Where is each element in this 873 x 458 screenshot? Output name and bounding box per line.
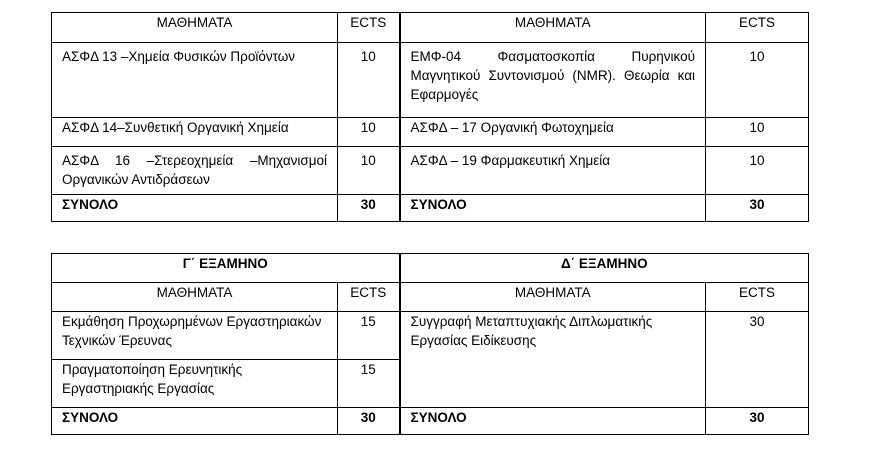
total-value: 30 bbox=[338, 195, 400, 222]
course-cell: ΑΣΦΔ – 19 Φαρμακευτική Χημεία bbox=[400, 147, 706, 195]
ects-header: ECTS bbox=[338, 283, 400, 312]
total-value: 30 bbox=[706, 408, 809, 435]
total-label: ΣΥΝΟΛΟ bbox=[400, 408, 706, 435]
course-cell: ΑΣΦΔ – 17 Οργανική Φωτοχημεία bbox=[400, 118, 706, 147]
course-cell: Πραγματοποίηση Ερευνητικής Εργαστηριακής Εργασίας bbox=[52, 360, 338, 408]
courses-header: ΜΑΘΗΜΑΤΑ bbox=[400, 283, 706, 312]
total-value: 30 bbox=[338, 408, 400, 435]
ects-cell: 10 bbox=[338, 147, 400, 195]
semester-ab-courses-table bbox=[51, 12, 809, 222]
course-cell: ΑΣΦΔ 16 –Στερεοχημεία –Μηχανισμοί Οργανικών Αντιδράσεων bbox=[52, 147, 338, 195]
course-cell: Συγγραφή Μεταπτυχιακής Διπλωματικής Εργασίας Ειδίκευσης bbox=[400, 312, 706, 408]
course-cell: ΑΣΦΔ 14–Συνθετική Οργανική Χημεία bbox=[52, 118, 338, 147]
ects-cell: 10 bbox=[338, 43, 400, 118]
table-row bbox=[52, 43, 809, 118]
semester-header-row bbox=[52, 254, 809, 283]
ects-header: ECTS bbox=[706, 283, 809, 312]
total-label: ΣΥΝΟΛΟ bbox=[52, 195, 338, 222]
semester-cd-courses-table bbox=[51, 253, 809, 435]
table-header-row bbox=[52, 283, 809, 312]
ects-header: ECTS bbox=[706, 13, 809, 43]
total-row bbox=[52, 195, 809, 222]
semester-d-title: Δ΄ ΕΞΑΜΗΝΟ bbox=[400, 254, 809, 283]
course-cell: ΑΣΦΔ 13 –Χημεία Φυσικών Προϊόντων bbox=[52, 43, 338, 118]
total-label: ΣΥΝΟΛΟ bbox=[52, 408, 338, 435]
ects-cell: 10 bbox=[706, 147, 809, 195]
table-row bbox=[52, 147, 809, 195]
semester-c-title: Γ΄ ΕΞΑΜΗΝΟ bbox=[52, 254, 400, 283]
courses-header: ΜΑΘΗΜΑΤΑ bbox=[52, 13, 338, 43]
courses-header: ΜΑΘΗΜΑΤΑ bbox=[52, 283, 338, 312]
ects-cell: 10 bbox=[338, 118, 400, 147]
course-cell: ΕΜΦ-04 Φασματοσκοπία Πυρηνικού Μαγνητικού Συντονισμού (NMR). Θεωρία και Εφαρμογές bbox=[400, 43, 706, 118]
course-cell: Εκμάθηση Προχωρημένων Εργαστηριακών Τεχνικών Έρευνας bbox=[52, 312, 338, 360]
table-row bbox=[52, 118, 809, 147]
total-label: ΣΥΝΟΛΟ bbox=[400, 195, 706, 222]
ects-cell: 15 bbox=[338, 360, 400, 408]
ects-cell: 30 bbox=[706, 312, 809, 408]
ects-header: ECTS bbox=[338, 13, 400, 43]
ects-cell: 10 bbox=[706, 118, 809, 147]
ects-cell: 15 bbox=[338, 312, 400, 360]
total-row bbox=[52, 408, 809, 435]
total-value: 30 bbox=[706, 195, 809, 222]
ects-cell: 10 bbox=[706, 43, 809, 118]
table-header-row bbox=[52, 13, 809, 43]
table-row bbox=[52, 312, 809, 360]
courses-header: ΜΑΘΗΜΑΤΑ bbox=[400, 13, 706, 43]
